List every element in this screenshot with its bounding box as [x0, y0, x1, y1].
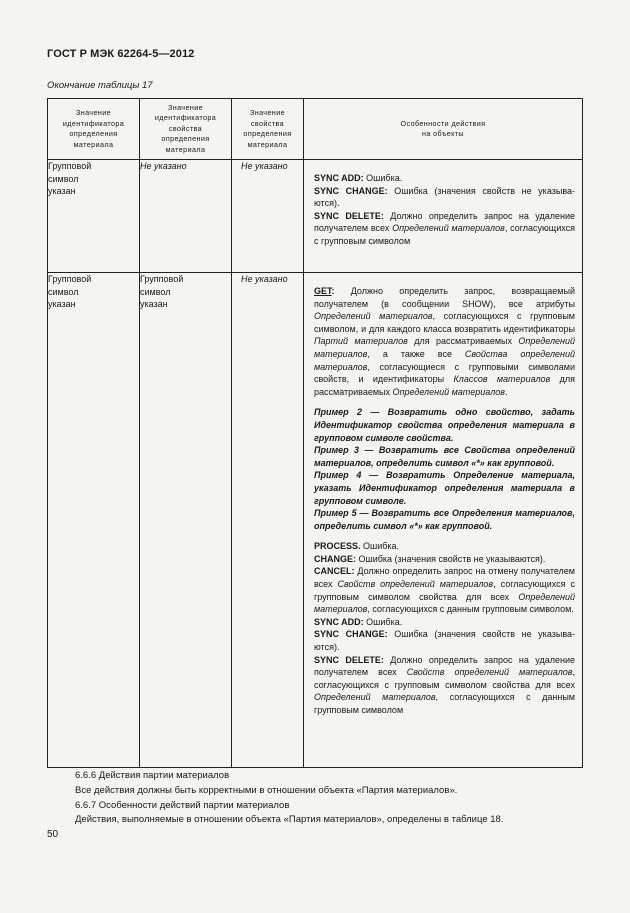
document-header: ГОСТ Р МЭК 62264-5—2012	[47, 48, 195, 60]
sync-add-paragraph: SYNC ADD: Ошибка.	[314, 616, 403, 627]
body-paragraph: Действия, выполняемые в отношении объекта «Партия материалов», определены в таблице 18.	[75, 814, 504, 825]
process-paragraph: PROCESS. Ошибка.	[314, 541, 400, 552]
table-caption: Окончание таблицы 17	[47, 80, 153, 91]
change-paragraph: CHANGE: Ошибка (значения свойств не указываются).	[314, 553, 546, 564]
example-3: Пример 3 — Возвратить все Свойства определений материалов, определить символ «*» как групповой.	[314, 445, 575, 468]
sync-add-paragraph: SYNC ADD: Ошибка.	[314, 173, 403, 183]
sync-change-paragraph: SYNC CHANGE: Ошибка (значения свойств не указыва-ются).	[314, 629, 575, 653]
sync-delete-paragraph: SYNC DELETE: Должно определить запрос на удаление получателем всех Определений материалов, согласующихся с групповым символом	[314, 210, 575, 246]
cell-action-features	[304, 273, 583, 768]
example-5: Пример 5 — Возвратить все Определения материалов, определить символ «*» как групповой.	[314, 508, 575, 531]
table-row	[48, 160, 583, 273]
cell-property-value: Не указано	[232, 273, 304, 768]
cell-property-id: Не указано	[140, 160, 232, 273]
cell-action-features	[304, 160, 583, 273]
header-action-features: Особенности действия на объекты	[304, 99, 583, 160]
section-heading-6-6-7: 6.6.7 Особенности действий партии материалов	[75, 800, 290, 811]
table-row	[48, 273, 583, 768]
section-heading-6-6-6: 6.6.6 Действия партии материалов	[75, 770, 230, 781]
page-number: 50	[47, 829, 59, 840]
example-4: Пример 4 — Возвратить Определение материала, указать Идентификатор определения материала в групповом символе.	[314, 470, 575, 506]
header-material-id: Значение идентификатора определения материала	[48, 99, 140, 160]
cell-property-value: Не указано	[232, 160, 304, 273]
cell-material-id: Групповой символ указан	[48, 160, 140, 273]
body-paragraph: Все действия должны быть корректными в отношении объекта «Партия материалов».	[75, 785, 458, 796]
get-paragraph: GET: Должно определить запрос, возвращаемый получателем (в сообщении SHOW), все атрибуты Определений материалов, согласующихся с групповым символом, и для каждого класса возвратить идентификаторы Партий материалов для рассматриваемых Определений материалов, а также все Свойства определений материалов, согласующиеся с групповыми символами свойств, и идентификаторы Классов материалов для рассматриваемых Определений материалов.	[314, 286, 575, 397]
cancel-paragraph: CANCEL: Должно определить запрос на отмену получателем всех Свойств определений материалов, согласующихся с групповым символом свойства для всех Определений материалов, согласующихся с данным групповым символом.	[314, 566, 575, 615]
cell-material-id: Групповой символ указан	[48, 273, 140, 768]
cell-property-id: Групповой символ указан	[140, 273, 232, 768]
sync-delete-paragraph: SYNC DELETE: Должно определить запрос на удаление получателем всех Свойств определений материалов, согласующихся с групповым символом свойства для всех Определений материалов, согласующихся с данным групповым символом	[314, 654, 575, 715]
header-property-value: Значение свойства определения материала	[232, 99, 304, 160]
sync-change-paragraph: SYNC CHANGE: Ошибка (значения свойств не указыва-ются).	[314, 185, 575, 209]
table-17	[47, 98, 583, 768]
table-header-row	[48, 99, 583, 160]
example-2: Пример 2 — Возвратить одно свойство, задать Идентификатор свойства определения материала в групповом символе свойства.	[314, 407, 575, 443]
header-property-id: Значение идентификатора свойства определения материала	[140, 99, 232, 160]
